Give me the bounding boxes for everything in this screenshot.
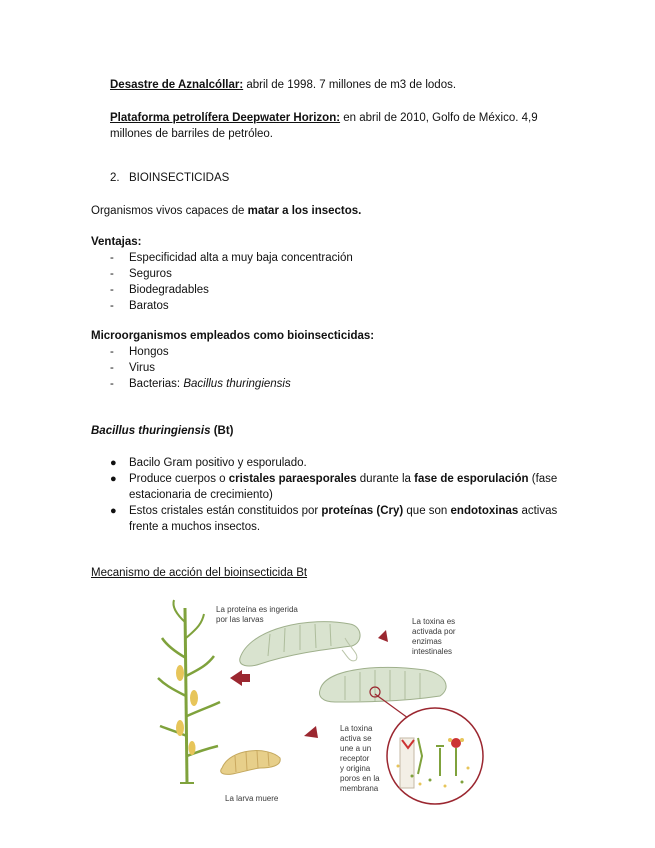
- figure-label-line: intestinales: [412, 647, 453, 656]
- section-number: 2.: [110, 172, 120, 184]
- figure-label-line: La proteína es ingerida: [216, 605, 298, 614]
- bullet-segment: proteínas (Cry): [321, 505, 404, 517]
- figure-label-line: poros en la: [340, 774, 380, 783]
- list-item: - Bacterias: Bacillus thuringiensis: [110, 378, 291, 390]
- dead-larva-icon: [221, 751, 281, 775]
- bullet-segment: Estos cristales están constituidos por: [129, 505, 322, 517]
- disaster-title: Desastre de Aznalcóllar:: [110, 79, 244, 91]
- bullet-segment: durante la: [356, 473, 415, 485]
- mechanism-illustration: [150, 598, 490, 813]
- list-item: ● Estos cristales están constituidos por proteínas (Cry) que son endotoxinas activas frente a muchos insectos.: [110, 503, 580, 535]
- bullet-text: [129, 503, 580, 535]
- bt-heading: Bacillus thuringiensis (Bt): [91, 425, 234, 437]
- figure-label-line: La larva muere: [225, 794, 279, 803]
- definition-prefix: Organismos vivos capaces de: [91, 205, 248, 217]
- section-heading: [110, 170, 229, 186]
- mechanism-title: Mecanismo de acción del bioinsecticida Bt: [91, 567, 308, 579]
- list-item: ● Bacilo Gram positivo y esporulado.: [110, 455, 580, 471]
- list-item: - Biodegradables: [110, 284, 209, 296]
- figure-label-line: y origina: [340, 764, 371, 773]
- ingested-label: [216, 605, 298, 624]
- arrow-icon: [378, 630, 388, 642]
- receptor-label: [340, 724, 380, 793]
- larva-icon: [240, 622, 360, 666]
- disaster-deepwater: [110, 110, 550, 142]
- list-item: - Virus: [110, 362, 155, 374]
- arrow-icon: [304, 726, 318, 738]
- larva-icon: [320, 667, 447, 702]
- figure-label-line: membrana: [340, 784, 379, 793]
- section-title: BIOINSECTICIDAS: [129, 172, 230, 184]
- bullet-segment: Bacilo Gram positivo y esporulado.: [129, 457, 307, 469]
- figure-label-line: receptor: [340, 754, 370, 763]
- figure-label-line: La toxina: [340, 724, 373, 733]
- bullet-segment: endotoxinas: [450, 505, 519, 517]
- disaster-text: abril de 1998. 7 millones de m3 de lodos.: [243, 79, 457, 91]
- advantages-heading: Ventajas:: [91, 236, 142, 248]
- list-item: ● Produce cuerpos o cristales paraesporales durante la fase de esporulación (fase estacionaria de crecimiento): [110, 471, 580, 503]
- bullet-text: [129, 455, 580, 471]
- dies-label: [225, 794, 279, 803]
- list-item: - Hongos: [110, 346, 169, 358]
- bullet-text: [129, 471, 580, 503]
- disaster-aznalcollar: [110, 77, 550, 93]
- list-item: - Especificidad alta a muy baja concentración: [110, 252, 353, 264]
- bacteria-name: Bacillus thuringiensis: [183, 378, 291, 390]
- figure-label-line: une a un: [340, 744, 372, 753]
- list-item: - Seguros: [110, 268, 172, 280]
- figure-label-line: enzimas: [412, 637, 442, 646]
- mechanism-figure: [150, 598, 490, 813]
- disaster-text: en abril de 2010, Golfo de México. 4,9 millones de barriles de petróleo.: [110, 112, 538, 140]
- figure-label-line: La toxina es: [412, 617, 456, 626]
- figure-label-line: activa se: [340, 734, 372, 743]
- definition: [91, 203, 361, 219]
- bullet-segment: activas frente a muchos insectos.: [129, 505, 558, 533]
- list-item: - Baratos: [110, 300, 169, 312]
- bullet-segment: Produce cuerpos o: [129, 473, 229, 485]
- bullet-segment: cristales paraesporales: [228, 473, 357, 485]
- figure-label-line: por las larvas: [216, 615, 264, 624]
- definition-bold: matar a los insectos.: [247, 205, 362, 217]
- corn-plant-icon: [158, 600, 220, 783]
- activated-label: [412, 617, 456, 656]
- bullet-segment: (fase estacionaria de crecimiento): [129, 473, 558, 501]
- disaster-title: Plataforma petrolífera Deepwater Horizon:: [110, 112, 341, 124]
- arrow-icon: [230, 670, 250, 686]
- bullet-segment: que son: [403, 505, 451, 517]
- bullet-segment: fase de esporulación: [414, 473, 529, 485]
- figure-label-line: activada por: [412, 627, 456, 636]
- microorganisms-heading: Microorganismos empleados como bioinsecticidas:: [91, 330, 375, 342]
